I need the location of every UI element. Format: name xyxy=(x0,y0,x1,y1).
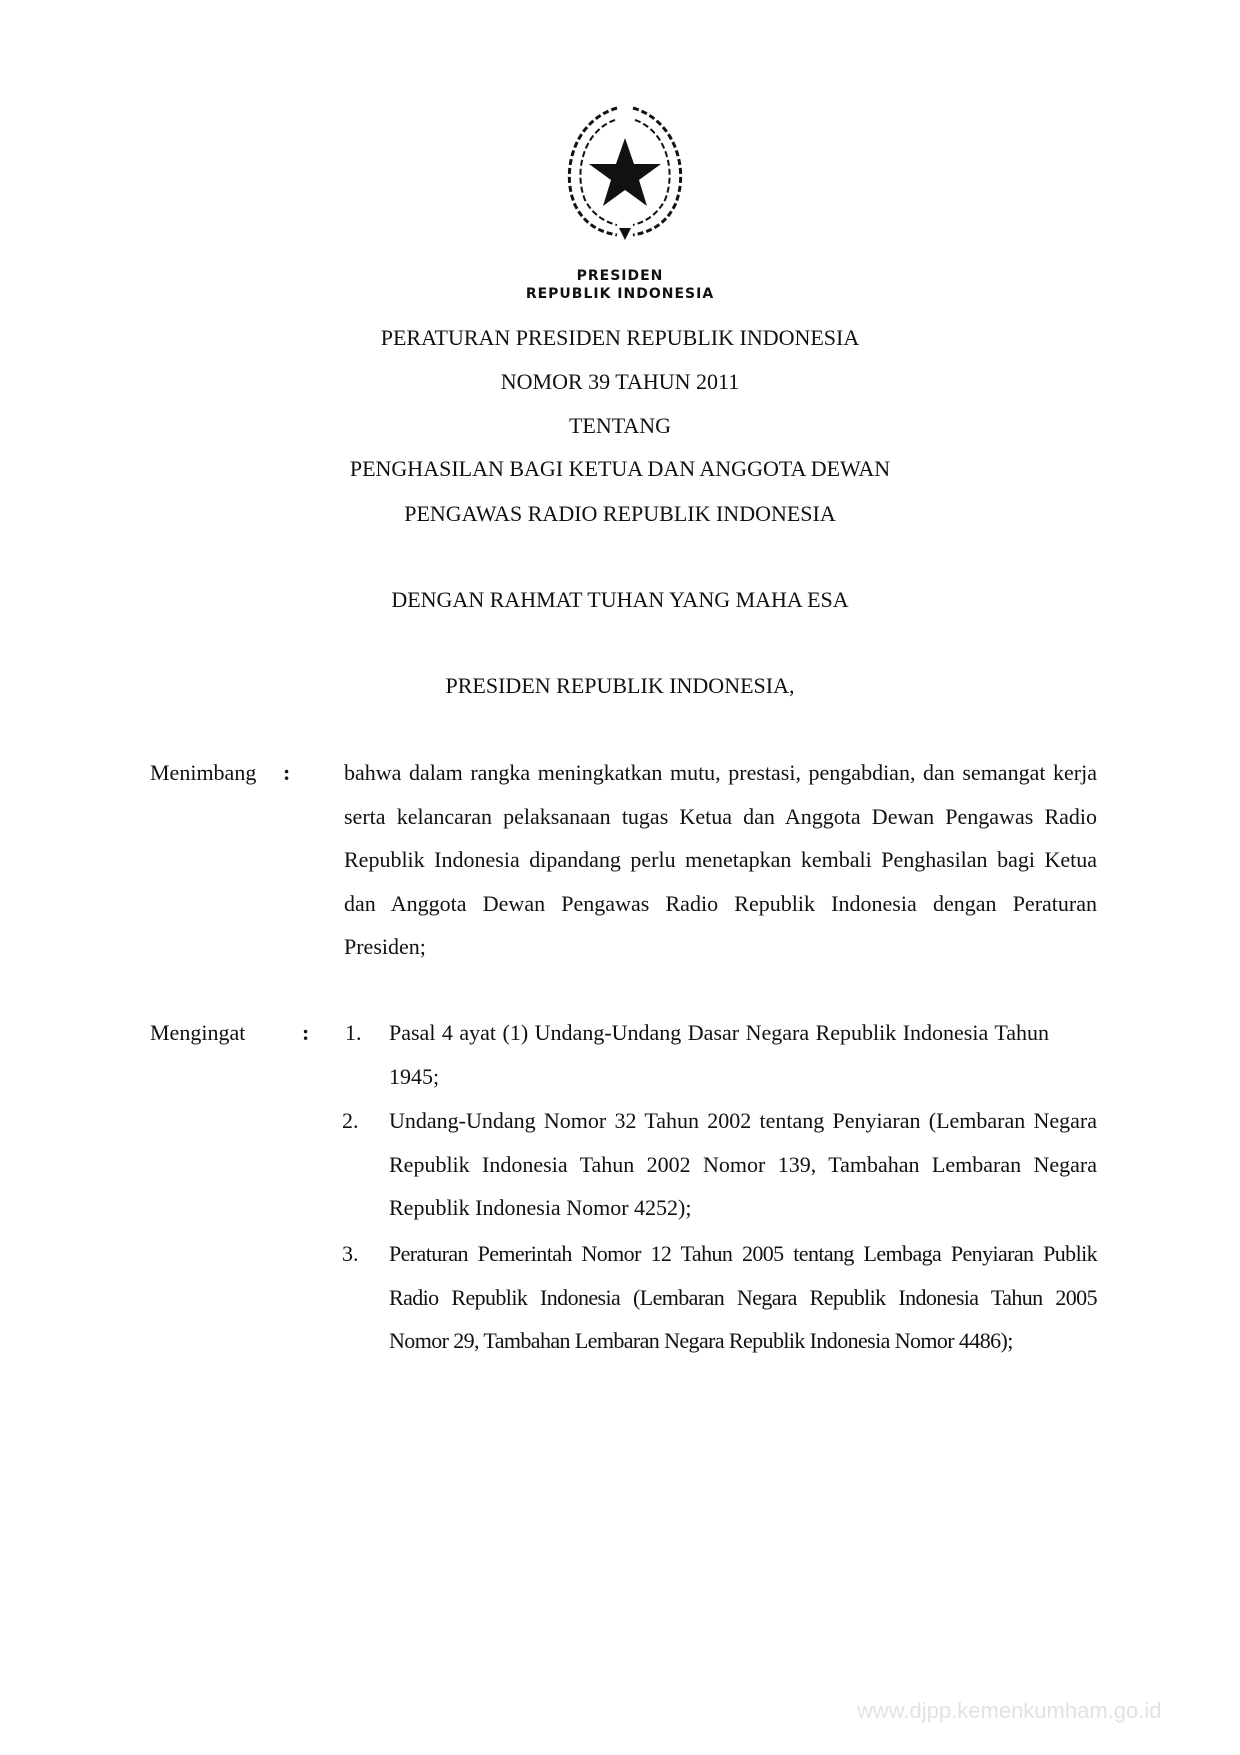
title-subject-2: PENGAWAS RADIO REPUBLIK INDONESIA xyxy=(404,501,836,526)
title-line-1: PERATURAN PRESIDEN REPUBLIK INDONESIA xyxy=(380,325,860,350)
list-item-text: Pasal 4 ayat (1) Undang-Undang Dasar Negara Republik Indonesia Tahun 1945; xyxy=(389,1020,1049,1089)
issuer: PRESIDEN REPUBLIK INDONESIA, xyxy=(445,673,795,698)
menimbang-colon: : xyxy=(283,760,291,785)
letterhead-presiden: PRESIDEN xyxy=(576,268,664,284)
list-item-text: Peraturan Pemerintah Nomor 12 Tahun 2005 tentang Lembaga Penyiaran Publik Radio Republik Indonesia (Lembaran Negara Republik Indonesia Tahun 2005 Nomor 29, Tambahan Lembaran Negara Republik Indonesia Nomor 4486); xyxy=(389,1241,1097,1353)
list-item-number: 1. xyxy=(345,1020,362,1045)
list-item-text: Undang-Undang Nomor 32 Tahun 2002 tentang Penyiaran (Lembaran Negara Republik Indonesia Tahun 2002 Nomor 139, Tambahan Lembaran Negara Republik Indonesia Nomor 4252); xyxy=(389,1108,1097,1220)
title-subject-1: PENGHASILAN BAGI KETUA DAN ANGGOTA DEWAN xyxy=(349,456,891,481)
mengingat-colon: : xyxy=(302,1020,310,1045)
presidential-seal-emblem xyxy=(555,100,695,245)
watermark: www.djpp.kemenkumham.go.id xyxy=(857,1698,1162,1723)
list-item-number: 2. xyxy=(342,1108,359,1133)
letterhead-republik-indonesia: REPUBLIK INDONESIA xyxy=(525,286,715,302)
list-item-number: 3. xyxy=(342,1241,359,1266)
mengingat-label: Mengingat xyxy=(150,1020,246,1045)
menimbang-label: Menimbang xyxy=(150,760,257,785)
title-tentang: TENTANG xyxy=(568,413,672,438)
title-number: NOMOR 39 TAHUN 2011 xyxy=(500,369,740,394)
menimbang-text: bahwa dalam rangka meningkatkan mutu, prestasi, pengabdian, dan semangat kerja serta kelancaran pelaksanaan tugas Ketua dan Anggota Dewan Pengawas Radio Republik Indonesia dipandang perlu menetapkan kembali Penghasilan bagi Ketua dan Anggota Dewan Pengawas Radio Republik Indonesia dengan Peraturan Presiden; xyxy=(344,760,1097,959)
invocation: DENGAN RAHMAT TUHAN YANG MAHA ESA xyxy=(391,587,849,612)
